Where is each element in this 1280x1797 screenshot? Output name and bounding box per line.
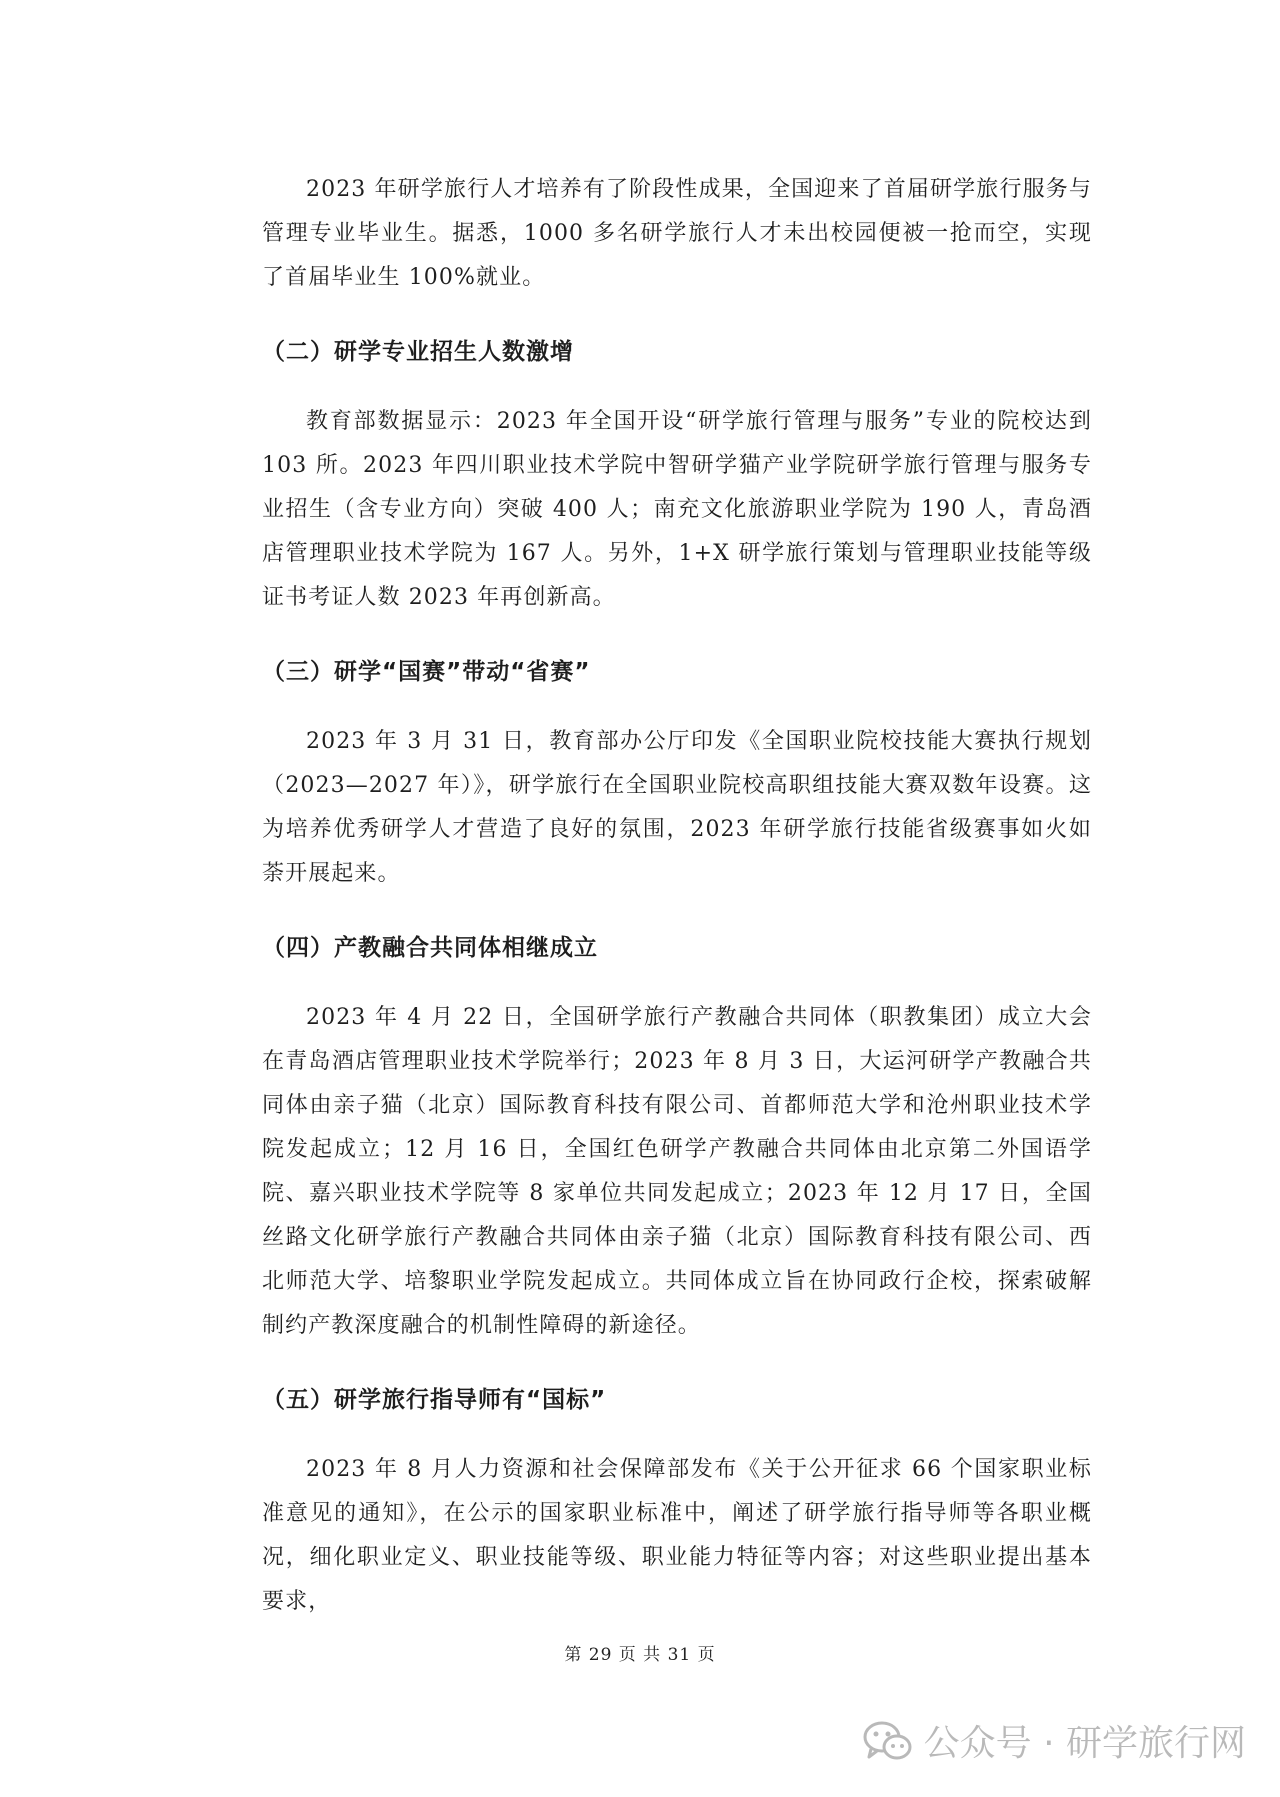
heading-competition: （三）研学“国赛”带动“省赛” [262, 659, 591, 685]
paragraph-enrollment: 教育部数据显示：2023 年全国开设“研学旅行管理与服务”专业的院校达到 103 所。2023 年四川职业技术学院中智研学猫产业学院研学旅行管理与服务专业招生（含专业方向）突破 400 人；南充文化旅游职业学院为 190 人，青岛酒店管理职业技术学院为 167 人。另外，1+X 研学旅行策划与管理职业技能等级证书考证人数 2023 年再创新高。 [262, 409, 1092, 610]
page-number: 第 29 页 共 31 页 [564, 1645, 716, 1665]
paragraph-national-standard: 2023 年 8 月人力资源和社会保障部发布《关于公开征求 66 个国家职业标准意见的通知》，在公示的国家职业标准中，阐述了研学旅行指导师等各职业概况，细化职业定义、职业技能等级、职业能力特征等内容；对这些职业提出基本要求， [262, 1457, 1092, 1614]
paragraph-community: 2023 年 4 月 22 日，全国研学旅行产教融合共同体（职教集团）成立大会在青岛酒店管理职业技术学院举行；2023 年 8 月 3 日，大运河研学产教融合共同体由亲子猫（北京）国际教育科技有限公司、首都师范大学和沧州职业技术学院发起成立；12 月 16 日，全国红色研学产教融合共同体由北京第二外国语学院、嘉兴职业技术学院等 8 家单位共同发起成立；2023 年 12 月 17 日，全国丝路文化研学旅行产教融合共同体由亲子猫（北京）国际教育科技有限公司、西北师范大学、培黎职业学院发起成立。共同体成立旨在协同政行企校，探索破解制约产教深度融合的机制性障碍的新途径。 [262, 1005, 1092, 1338]
heading-enrollment: （二）研学专业招生人数激增 [262, 339, 574, 365]
paragraph-competition: 2023 年 3 月 31 日，教育部办公厅印发《全国职业院校技能大赛执行规划（2023—2027 年）》，研学旅行在全国职业院校高职组技能大赛双数年设赛。这为培养优秀研学人才营造了良好的氛围，2023 年研学旅行技能省级赛事如火如荼开展起来。 [262, 729, 1092, 886]
document-body [262, 168, 1092, 1624]
watermark [862, 1715, 1246, 1766]
paragraph-talent-results: 2023 年研学旅行人才培养有了阶段性成果，全国迎来了首届研学旅行服务与管理专业毕业生。据悉，1000 多名研学旅行人才未出校园便被一抢而空，实现了首届毕业生 100%就业。 [262, 177, 1092, 290]
watermark-text: 公众号 · 研学旅行网 [923, 1723, 1246, 1764]
wechat-icon [862, 1719, 914, 1763]
heading-national-standard: （五）研学旅行指导师有“国标” [262, 1387, 607, 1413]
heading-community: （四）产教融合共同体相继成立 [262, 935, 598, 961]
